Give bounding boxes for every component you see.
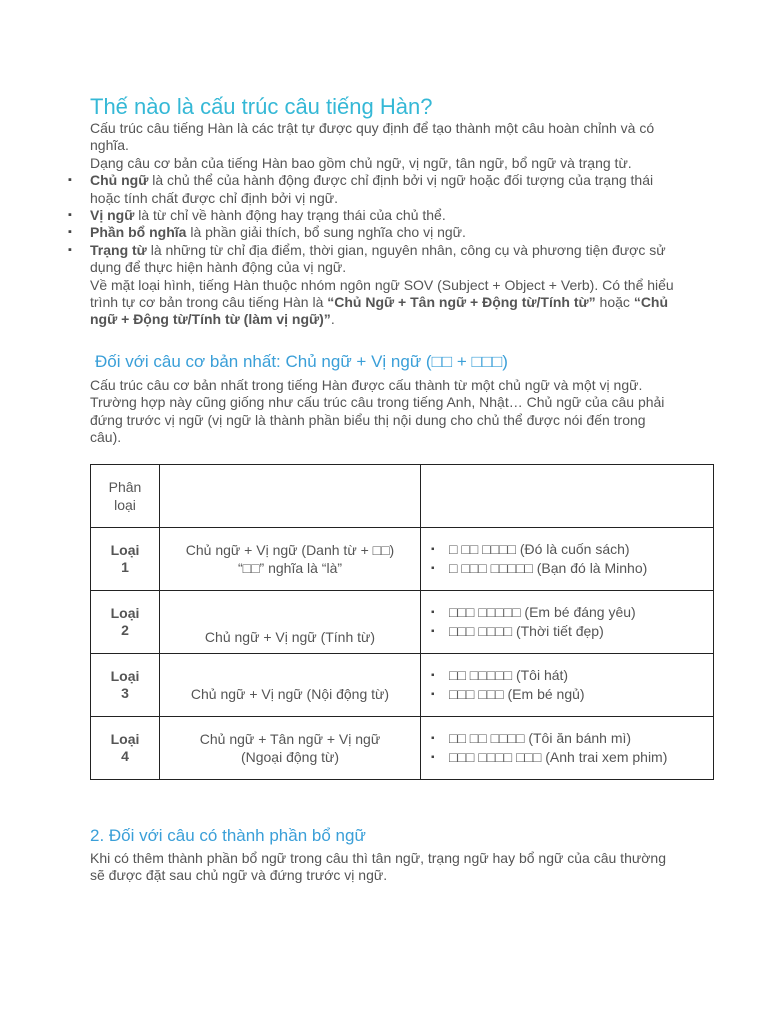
row-type-cell [91,591,160,654]
list-item-trang-tu [90,242,680,277]
section-2-body [90,850,680,885]
section-1-body [90,377,680,447]
section-1-heading: Đối với câu cơ bản nhất: Chủ ngữ + Vị ngữ (□□ + □□□) [95,352,508,371]
sov-text-1: Về mặt loại hình, tiếng Hàn thuộc nhóm ngôn ngữ SOV (Subject + Object + Verb). Có thể hiểu trình tự cơ bản trong câu tiếng Hàn là [90,276,674,311]
row-pattern-note: (Ngoại động từ) [240,749,340,765]
sentence-structure-table [90,464,714,780]
page-title: Thế nào là cấu trúc câu tiếng Hàn? [90,94,433,119]
row-type: Loại 1 [110,542,140,575]
term: Chủ ngữ [90,172,149,189]
sov-bold-2: “Chủ ngữ + Động từ/Tính từ (làm vị ngữ)” [90,294,669,328]
sov-paragraph [90,277,680,329]
example-item: ▪ □□ □□□□□ (Tôi hát) [431,666,713,685]
row-pattern-cell [160,717,421,780]
row-pattern: Chủ ngữ + Vị ngữ (Danh từ + □□) [185,542,395,558]
intro [90,120,680,329]
term: Phần bổ nghĩa [90,224,187,241]
table-row [91,528,714,591]
sov-bold-1: “Chủ Ngữ + Tân ngữ + Động từ/Tính từ” [327,294,596,311]
row-examples-cell [421,528,714,591]
list-item-chu-ngu [90,172,680,207]
definition: là từ chỉ về hành động hay trạng thái của chủ thể. [134,207,446,224]
table-row [91,654,714,717]
example-item: ▪ □□ □□ □□□□ (Tôi ăn bánh mì) [431,729,713,748]
intro-paragraph-2: Dạng câu cơ bản của tiếng Hàn bao gồm chủ ngữ, vị ngữ, tân ngữ, bổ ngữ và trạng từ. [90,154,632,171]
row-pattern: Chủ ngữ + Tân ngữ + Vị ngữ [199,731,381,747]
row-type-cell [91,717,160,780]
example-item: ▪ □ □□ □□□□ (Đó là cuốn sách) [431,540,713,559]
sov-text-2: hoặc [595,294,634,311]
row-pattern-cell [160,654,421,717]
row-pattern-cell [160,528,421,591]
table-row [91,591,714,654]
header-cell-empty-2 [421,465,714,528]
term: Vị ngữ [90,207,135,224]
row-pattern: Chủ ngữ + Vị ngữ (Tính từ) [204,629,376,645]
row-type: Loại 4 [110,731,140,764]
row-type: Loại 3 [110,668,140,701]
row-pattern: Chủ ngữ + Vị ngữ (Nội động từ) [190,686,390,702]
section-1-paragraph: Cấu trúc câu cơ bản nhất trong tiếng Hàn được cấu thành từ một chủ ngữ và một vị ngữ. Trường hợp này cũng giống như cấu trúc câu trong tiếng Anh, Nhật… Chủ ngữ của câu phải đứng trước vị ngữ (vị ngữ là thành phần biểu thị nội dung cho chủ thể được nói đến trong câu). [90,377,665,446]
row-examples-cell [421,717,714,780]
definition: là chủ thể của hành động được chỉ định bởi vị ngữ hoặc đối tượng của trạng thái hoặc tính chất được chỉ định bởi vị ngữ. [90,172,654,206]
header-cell-phan-loai [91,465,160,528]
header-label: Phân loại [108,479,142,513]
example-item: ▪ □□□ □□□ (Em bé ngủ) [431,685,713,704]
row-pattern-cell [160,591,421,654]
row-type: Loại 2 [110,605,140,638]
table-row [91,717,714,780]
example-item: ▪ □□□ □□□□□ (Em bé đáng yêu) [431,603,713,622]
header-cell-empty-1 [160,465,421,528]
row-examples-cell [421,591,714,654]
term: Trạng từ [90,241,147,258]
row-pattern-note: “□□” nghĩa là “là” [237,560,343,576]
list-item-phan-bo-nghia [90,224,680,241]
table-header-row [91,465,714,528]
row-examples-cell [421,654,714,717]
section-2-paragraph: Khi có thêm thành phần bổ ngữ trong câu thì tân ngữ, trạng ngữ hay bổ ngữ của câu thường sẽ được đặt sau chủ ngữ và đứng trước vị ngữ. [90,850,666,884]
list-item-vi-ngu [90,207,680,224]
example-item: ▪ □ □□□ □□□□□ (Bạn đó là Minho) [431,559,713,578]
section-2-heading: 2. Đối với câu có thành phần bổ ngữ [90,826,366,845]
row-type-cell [91,528,160,591]
sov-text-3: . [330,311,335,328]
example-item: ▪ □□□ □□□□ (Thời tiết đẹp) [431,622,713,641]
example-item: ▪ □□□ □□□□ □□□ (Anh trai xem phim) [431,748,713,767]
definition: là những từ chỉ địa điểm, thời gian, nguyên nhân, công cụ và phương tiện được sử dụng để thực hiện hành động của vị ngữ. [90,241,666,276]
definition: là phần giải thích, bổ sung nghĩa cho vị ngữ. [186,224,466,241]
intro-paragraph-1: Cấu trúc câu tiếng Hàn là các trật tự được quy định để tạo thành một câu hoàn chỉnh và có nghĩa. [90,120,655,154]
row-type-cell [91,654,160,717]
